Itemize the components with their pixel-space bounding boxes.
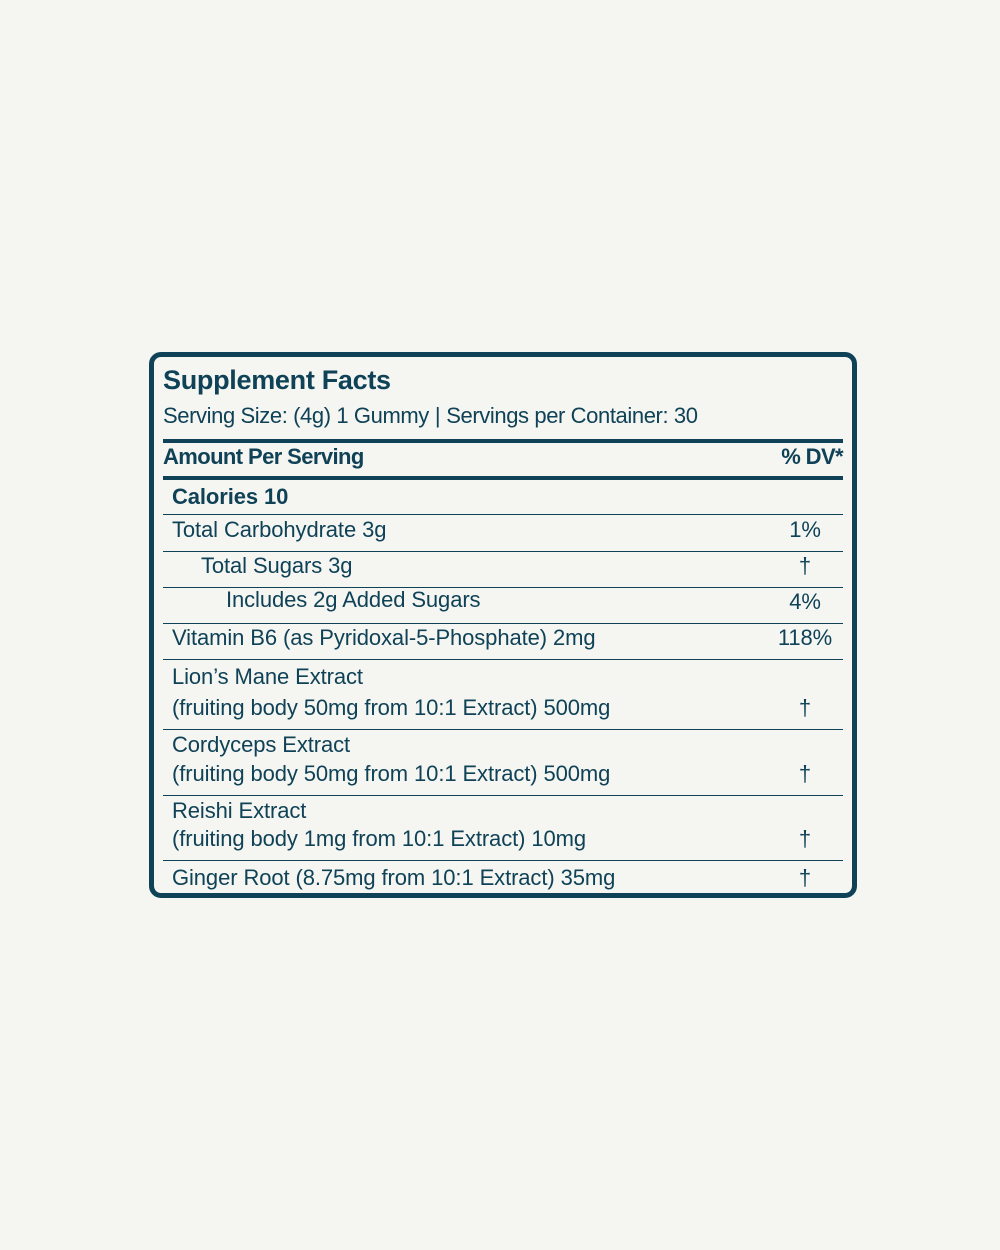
serving-separator: | — [434, 403, 441, 428]
nutrient-name: Calories 10 — [172, 484, 289, 509]
nutrient-dv: 1% — [789, 517, 821, 542]
thick-divider-top — [163, 439, 843, 443]
nutrient-dv: † — [798, 695, 812, 720]
amount-header-row — [163, 444, 843, 474]
nutrient-dv: † — [798, 865, 812, 890]
nutrient-name: Ginger Root (8.75mg from 10:1 Extract) 35mg — [172, 865, 616, 890]
nutrient-row-cordyceps — [163, 730, 843, 796]
nutrient-row-total-sugars — [163, 552, 843, 588]
nutrient-name: Vitamin B6 (as Pyridoxal-5-Phosphate) 2mg — [172, 625, 596, 650]
nutrient-row-lions-mane — [163, 660, 843, 730]
nutrient-name: Includes 2g Added Sugars — [226, 587, 481, 612]
nutrient-dv: † — [798, 826, 812, 851]
serving-info — [163, 403, 698, 429]
nutrient-name: Lion’s Mane Extract — [172, 664, 363, 689]
panel-title: Supplement Facts — [163, 365, 391, 395]
nutrient-dv: 4% — [789, 589, 821, 614]
nutrient-detail: (fruiting body 1mg from 10:1 Extract) 10mg — [172, 826, 586, 851]
nutrient-name: Cordyceps Extract — [172, 732, 351, 757]
nutrient-row-vitamin-b6 — [163, 624, 843, 660]
nutrient-row-carbohydrate — [163, 515, 843, 552]
nutrient-row-calories — [163, 480, 843, 515]
serving-size: Serving Size: (4g) 1 Gummy — [163, 403, 429, 428]
supplement-facts-panel — [149, 352, 857, 898]
nutrient-detail: (fruiting body 50mg from 10:1 Extract) 500mg — [172, 761, 611, 786]
nutrient-row-ginger-root — [163, 861, 843, 895]
nutrient-row-reishi — [163, 796, 843, 861]
amount-per-serving-header: Amount Per Serving — [163, 444, 364, 469]
nutrient-dv: † — [798, 761, 812, 786]
daily-value-header: % DV* — [781, 444, 843, 469]
nutrient-row-added-sugars — [163, 588, 843, 624]
nutrient-dv: † — [798, 553, 812, 578]
nutrient-name: Total Carbohydrate 3g — [172, 517, 387, 542]
nutrient-detail: (fruiting body 50mg from 10:1 Extract) 500mg — [172, 695, 611, 720]
nutrient-dv: 118% — [777, 625, 833, 650]
servings-per-container: Servings per Container: 30 — [446, 403, 698, 428]
nutrient-name: Reishi Extract — [172, 798, 307, 823]
nutrient-name: Total Sugars 3g — [201, 553, 353, 578]
